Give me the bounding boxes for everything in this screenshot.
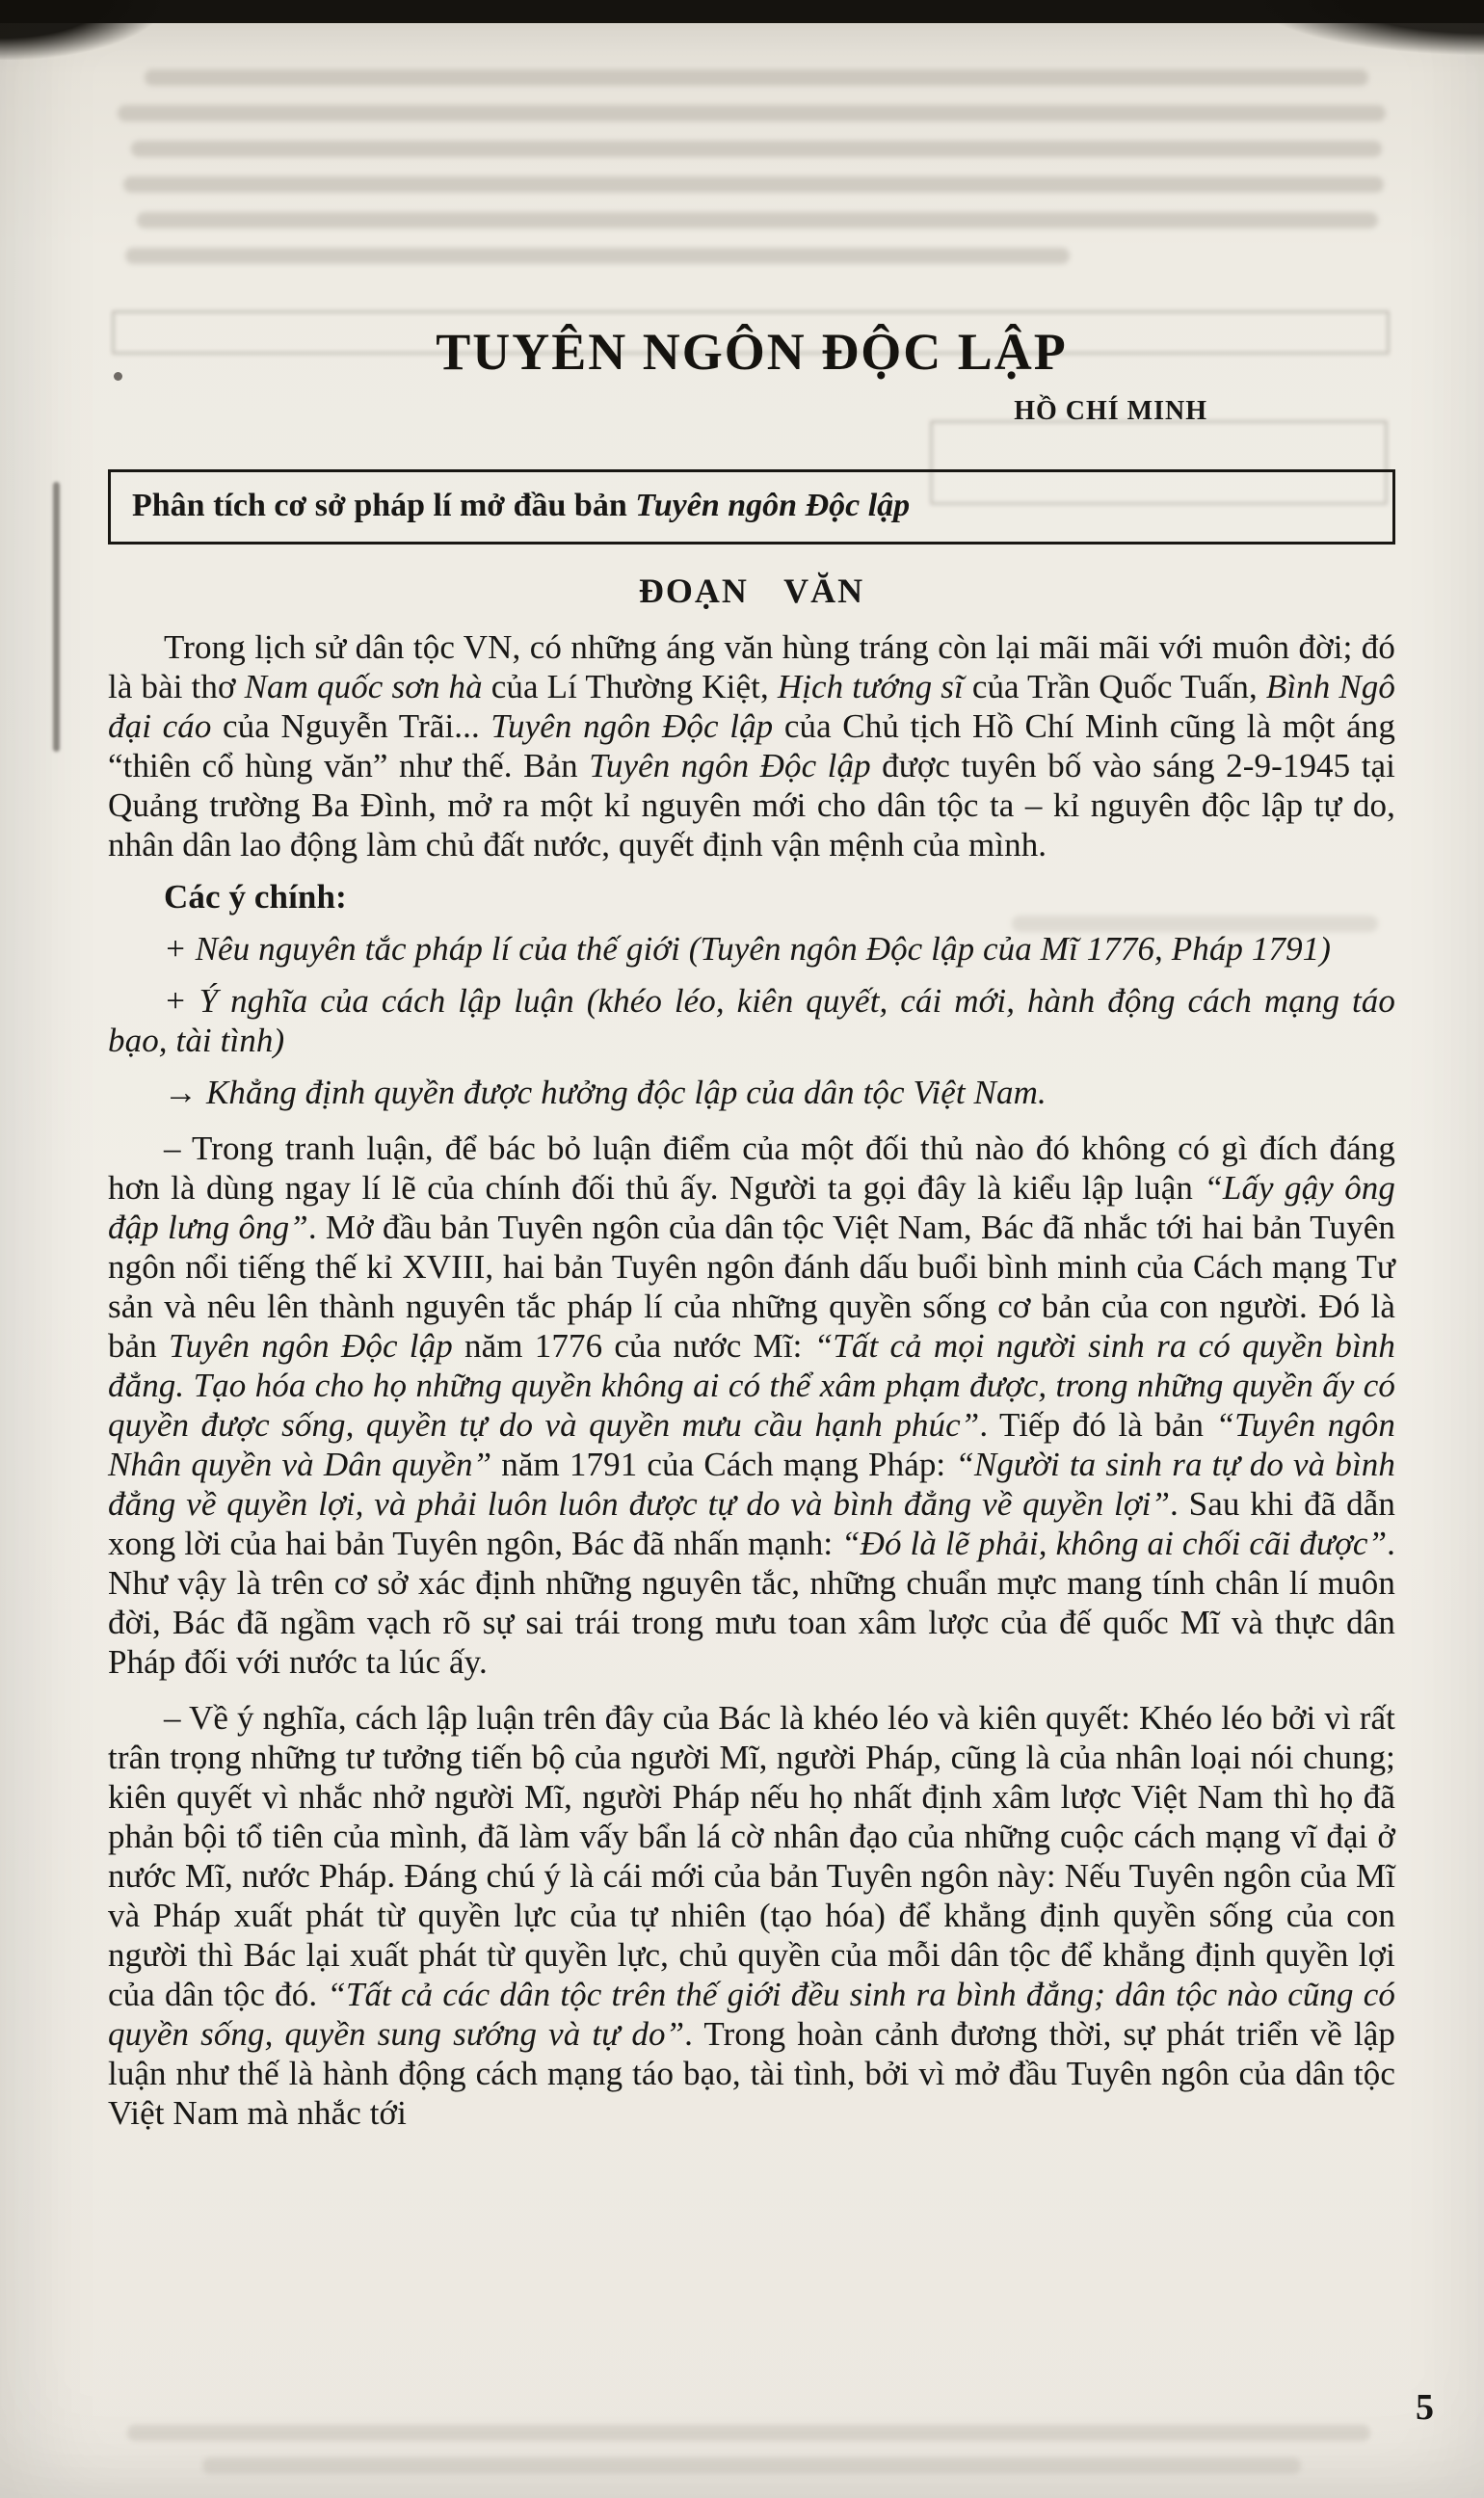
paragraph xyxy=(108,627,1395,864)
bleedthrough-line xyxy=(137,212,1378,228)
text-segment: Nam quốc sơn hà xyxy=(244,668,483,706)
text-segment: → Khẳng định quyền được hưởng độc lập của dân tộc Việt Nam. xyxy=(164,1074,1047,1112)
body-text xyxy=(108,627,1395,2133)
paragraph xyxy=(108,1073,1395,1112)
paragraph xyxy=(108,981,1395,1060)
scan-binding-streak xyxy=(53,482,60,752)
text-segment: “Tất cả mọi người sinh ra có quyền bình đẳng. Tạo hóa cho họ những quyền không ai có thể xâm phạm được, trong những quyền ấy có quyền được sống, quyền tự do và quyền mưu cầu hạnh phúc” xyxy=(108,1327,1395,1445)
text-segment: được tuyên bố vào sáng 2-9-1945 tại Quảng trường Ba Đình, mở ra một kỉ nguyên mới cho dân tộc ta – kỉ nguyên độc lập tự do, nhân dân lao động làm chủ đất nước, quyết định vận mệnh của mình. xyxy=(108,747,1395,864)
text-segment: Phân tích cơ sở pháp lí mở đầu bản xyxy=(132,488,636,524)
bleedthrough-line xyxy=(127,2425,1370,2441)
text-segment: Tuyên ngôn Độc lập xyxy=(490,707,774,746)
text-segment: . Trong hoàn cảnh đương thời, sự phát triển về lập luận như thế là hành động cách mạng táo bạo, tài tình, bởi vì mở đầu Tuyên ngôn của dân tộc Việt Nam mà nhắc tới xyxy=(108,2015,1395,2133)
bleedthrough-line xyxy=(118,105,1386,121)
scan-corner-shadow-left xyxy=(0,0,164,60)
text-segment: của Chủ tịch Hồ Chí Minh cũng là một áng “thiên cổ hùng văn” như thế. Bản xyxy=(108,707,1395,785)
text-segment: “Người ta sinh ra tự do và bình đẳng về quyền lợi, và phải luôn luôn được tự do và bình đẳng về quyền lợi” xyxy=(108,1446,1395,1524)
text-segment: . Tiếp đó là bản xyxy=(979,1406,1216,1445)
text-segment: của Trần Quốc Tuấn, xyxy=(963,668,1266,706)
bleedthrough-line xyxy=(145,69,1368,86)
paragraph xyxy=(108,1698,1395,2133)
section-heading: ĐOẠN VĂN xyxy=(638,571,865,611)
page-content xyxy=(108,324,1395,2133)
text-segment: Bình Ngô đại cáo xyxy=(108,668,1395,746)
text-segment: Các ý chính: xyxy=(164,878,347,917)
text-segment: – Về ý nghĩa, cách lập luận trên đây của Bác là khéo léo và kiên quyết: Khéo léo bởi vì rất trân trọng những tư tưởng tiến bộ của người Mĩ, người Pháp, cũng là của nhân loại nói chung; kiên quyết vì nhắc nhở người Mĩ, người Pháp nếu họ nhất định xâm lược Việt Nam thì họ đã phản bội tổ tiên của mình, đã làm vấy bẩn lá cờ nhân đạo của những cuộc cách mạng vĩ đại ở nước Mĩ, nước Pháp. Đáng chú ý là cái mới của bản Tuyên ngôn này: Nếu Tuyên ngôn của Mĩ và Pháp xuất phát từ quyền lực của tự nhiên (tạo hóa) để khẳng định quyền sống của con người thì Bác lại xuất phát từ quyền lực, chủ quyền của mỗi dân tộc để khẳng định quyền lợi của dân tộc đó. xyxy=(108,1699,1395,2014)
text-segment: Trong lịch sử dân tộc VN, có những áng văn hùng tráng còn lại mãi mãi với muôn đời; đó là bài thơ xyxy=(108,628,1395,706)
text-segment: Tuyên ngôn Độc lập xyxy=(635,488,911,524)
author-name: HỒ CHÍ MINH xyxy=(1014,396,1207,427)
text-segment: + Ý nghĩa của cách lập luận (khéo léo, kiên quyết, cái mới, hành động cách mạng táo bạo, tài tình) xyxy=(108,982,1395,1060)
text-segment: năm 1791 của Cách mạng Pháp: xyxy=(491,1446,956,1484)
topic-box-text xyxy=(132,488,910,523)
bleedthrough-line xyxy=(125,248,1070,264)
text-segment: “Tất cả các dân tộc trên thế giới đều sinh ra bình đẳng; dân tộc nào cũng có quyền sống, quyền sung sướng và tự do” xyxy=(108,1976,1395,2054)
text-segment: năm 1776 của nước Mĩ: xyxy=(452,1327,814,1366)
text-segment: “Tuyên ngôn Nhân quyền và Dân quyền” xyxy=(108,1406,1395,1484)
text-segment: . Như vậy là trên cơ sở xác định những nguyên tắc, những chuẩn mực mang tính chân lí muôn đời, Bác đã ngầm vạch rõ sự sai trái trong mưu toan xâm lược của đế quốc Mĩ và thực dân Pháp đối với nước ta lúc ấy. xyxy=(108,1525,1395,1682)
text-segment: – Trong tranh luận, để bác bỏ luận điểm của một đối thủ nào đó không có gì đích đáng hơn là dùng ngay lí lẽ của chính đối thủ ấy. Người ta gọi đây là kiểu lập luận xyxy=(108,1129,1395,1208)
text-segment: “Lấy gậy ông đập lưng ông” xyxy=(108,1169,1395,1247)
text-segment: “Đó là lẽ phải, không ai chối cãi được” xyxy=(841,1525,1388,1563)
text-segment: của Lí Thường Kiệt, xyxy=(482,668,778,706)
scan-corner-shadow-right xyxy=(1253,0,1484,56)
text-segment: Tuyên ngôn Độc lập xyxy=(169,1327,453,1366)
page-number: 5 xyxy=(1416,2387,1434,2428)
bleedthrough-line xyxy=(123,176,1384,193)
text-segment: Hịch tướng sĩ xyxy=(777,668,964,706)
text-segment: . Sau khi đã dẫn xong lời của hai bản Tuyên ngôn, Bác đã nhấn mạnh: xyxy=(108,1485,1395,1563)
work-title: TUYÊN NGÔN ĐỘC LẬP xyxy=(436,323,1068,381)
text-segment: . Mở đầu bản Tuyên ngôn của dân tộc Việt Nam, Bác đã nhắc tới hai bản Tuyên ngôn nổi tiếng thế kỉ XVIII, hai bản Tuyên ngôn đánh dấu buổi bình minh của Cách mạng Tư sản và nêu lên thành nguyên tắc pháp lí của những quyền sống cơ bản của con người. Đó là bản xyxy=(108,1209,1395,1366)
bleedthrough-line xyxy=(131,141,1382,157)
paragraph xyxy=(108,1129,1395,1682)
topic-box xyxy=(108,469,1395,545)
bleedthrough-line xyxy=(202,2458,1301,2474)
text-segment: của Nguyễn Trãi... xyxy=(211,707,491,746)
paragraph xyxy=(108,929,1395,969)
paragraph xyxy=(108,877,1395,917)
text-segment: + Nêu nguyên tắc pháp lí của thế giới (Tuyên ngôn Độc lập của Mĩ 1776, Pháp 1791) xyxy=(164,930,1332,969)
text-segment: Tuyên ngôn Độc lập xyxy=(589,747,871,785)
